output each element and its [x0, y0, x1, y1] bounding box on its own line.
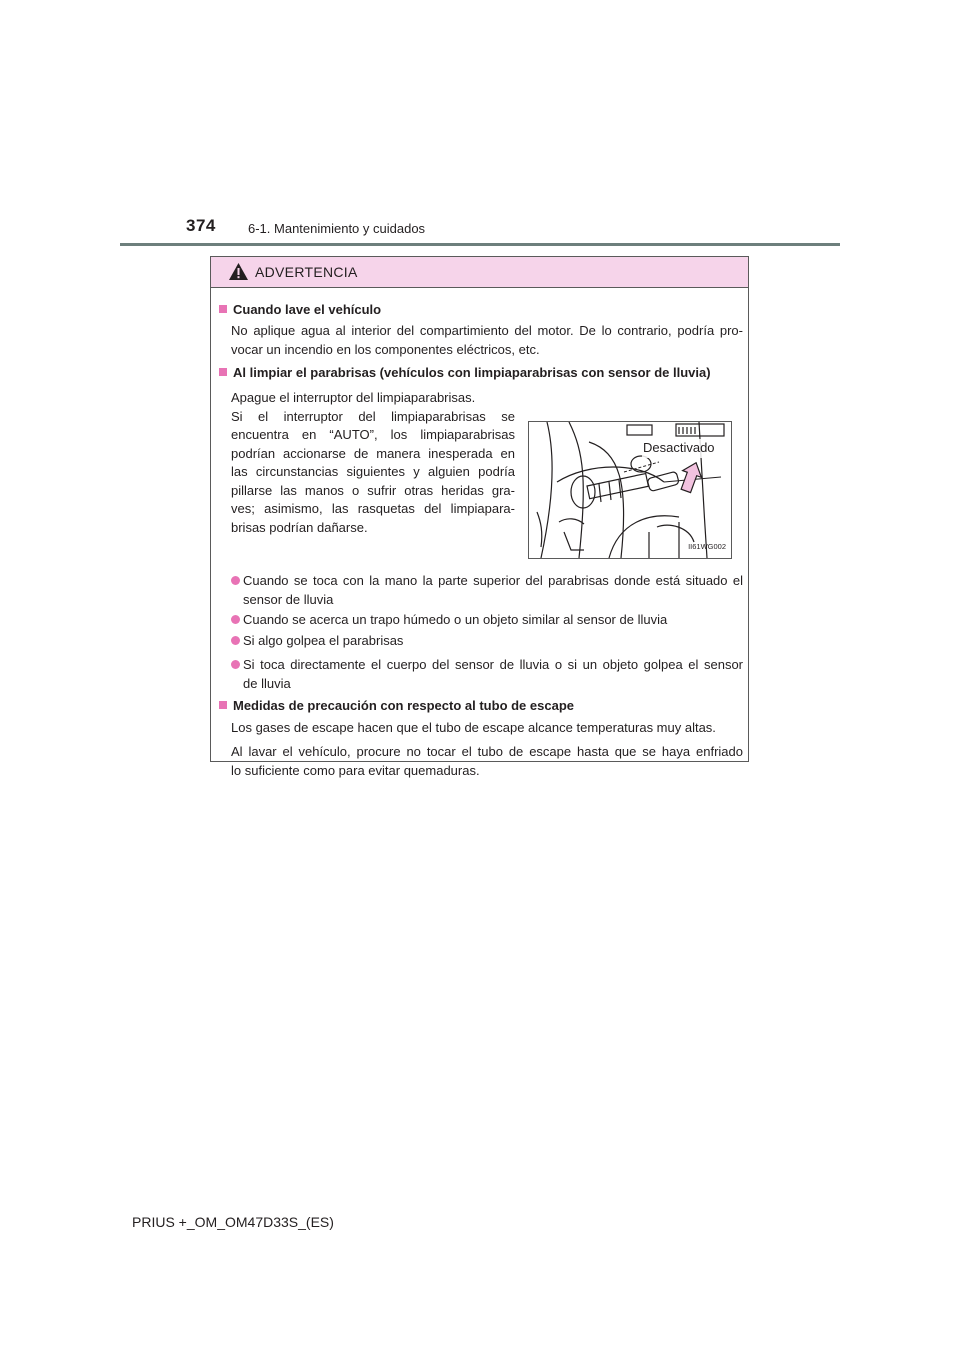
bullet-item	[231, 656, 743, 693]
circle-bullet-icon	[231, 615, 240, 624]
page-number: 374	[186, 216, 216, 235]
heading-exhaust-text: Medidas de precaución con respecto al tubo de escape	[233, 698, 574, 713]
bullet-text: Cuando se acerca un trapo húmedo o un objeto similar al sensor de lluvia	[243, 612, 668, 627]
heading-wipers-text: Al limpiar el parabrisas (vehículos con limpiaparabrisas con sensor de lluvia)	[233, 365, 711, 380]
warning-triangle-icon	[228, 262, 249, 281]
wiper-switch-figure	[528, 421, 732, 559]
paragraph-line: vocar un incendio en los componentes eléctricos, etc.	[231, 341, 540, 357]
paragraph-line: No aplique agua al interior del compartimiento del motor. De lo contrario, podría pro-	[231, 323, 743, 338]
heading-wash-text: Cuando lave el vehículo	[233, 302, 382, 317]
square-bullet-icon	[219, 368, 227, 376]
bullet-line: sensor de lluvia	[243, 591, 334, 607]
paragraph-line: Al lavar el vehículo, procure no tocar el tubo de escape hasta que se haya enfriado	[231, 744, 743, 759]
bullet-line: de lluvia	[243, 675, 291, 691]
warning-header	[211, 257, 748, 288]
bullet-item	[231, 611, 743, 630]
heading-exhaust	[219, 697, 574, 716]
warning-title: ADVERTENCIA	[255, 264, 358, 280]
square-bullet-icon	[219, 305, 227, 313]
bullet-text	[243, 572, 743, 609]
bullet-text	[243, 656, 743, 693]
paragraph-line: brisas podrían dañarse.	[231, 519, 368, 535]
heading-wipers	[219, 364, 711, 383]
paragraph-line: pillarse las manos o sufrir otras heridas gra-	[231, 482, 515, 498]
paragraph-exhaust-1	[231, 719, 743, 738]
figure-code: II61WG002	[688, 541, 726, 551]
bullet-item	[231, 572, 743, 609]
bullet-line: Cuando se toca con la mano la parte superior del parabrisas donde está situado el	[243, 573, 743, 588]
bullet-line: Si toca directamente el cuerpo del sensor de lluvia o si un objeto golpea el sensor	[243, 657, 743, 672]
paragraph-wash	[231, 322, 743, 359]
paragraph-wipers	[231, 389, 515, 537]
warning-box	[210, 256, 749, 778]
paragraph-line: Apague el interruptor del limpiaparabrisas.	[231, 390, 476, 405]
paragraph-line: Si el interruptor del limpiaparabrisas se	[231, 408, 515, 424]
paragraph-exhaust-2	[231, 743, 743, 780]
bullet-item	[231, 632, 743, 651]
paragraph-line: ves; asimismo, las rasquetas del limpiapara-	[231, 501, 515, 516]
paragraph-line: las circunstancias siguientes y alguien podría	[231, 464, 515, 479]
paragraph-line: lo suficiente como para evitar quemaduras.	[231, 762, 480, 778]
circle-bullet-icon	[231, 576, 240, 585]
paragraph-line: podrían accionarse de manera inesperada en	[231, 445, 515, 461]
header-rule	[120, 243, 840, 246]
paragraph-line: Los gases de escape hacen que el tubo de escape alcance temperaturas muy altas.	[231, 720, 716, 735]
footer-doc-id: PRIUS +_OM_OM47D33S_(ES)	[132, 1214, 334, 1230]
circle-bullet-icon	[231, 660, 240, 669]
figure-label-desactivado: Desactivado	[642, 439, 716, 458]
circle-bullet-icon	[231, 636, 240, 645]
square-bullet-icon	[219, 701, 227, 709]
paragraph-line: encuentra en “AUTO”, los limpiaparabrisas	[231, 427, 515, 442]
bullet-text: Si algo golpea el parabrisas	[243, 633, 404, 648]
section-title: 6-1. Mantenimiento y cuidados	[248, 221, 426, 236]
heading-wash	[219, 301, 381, 320]
